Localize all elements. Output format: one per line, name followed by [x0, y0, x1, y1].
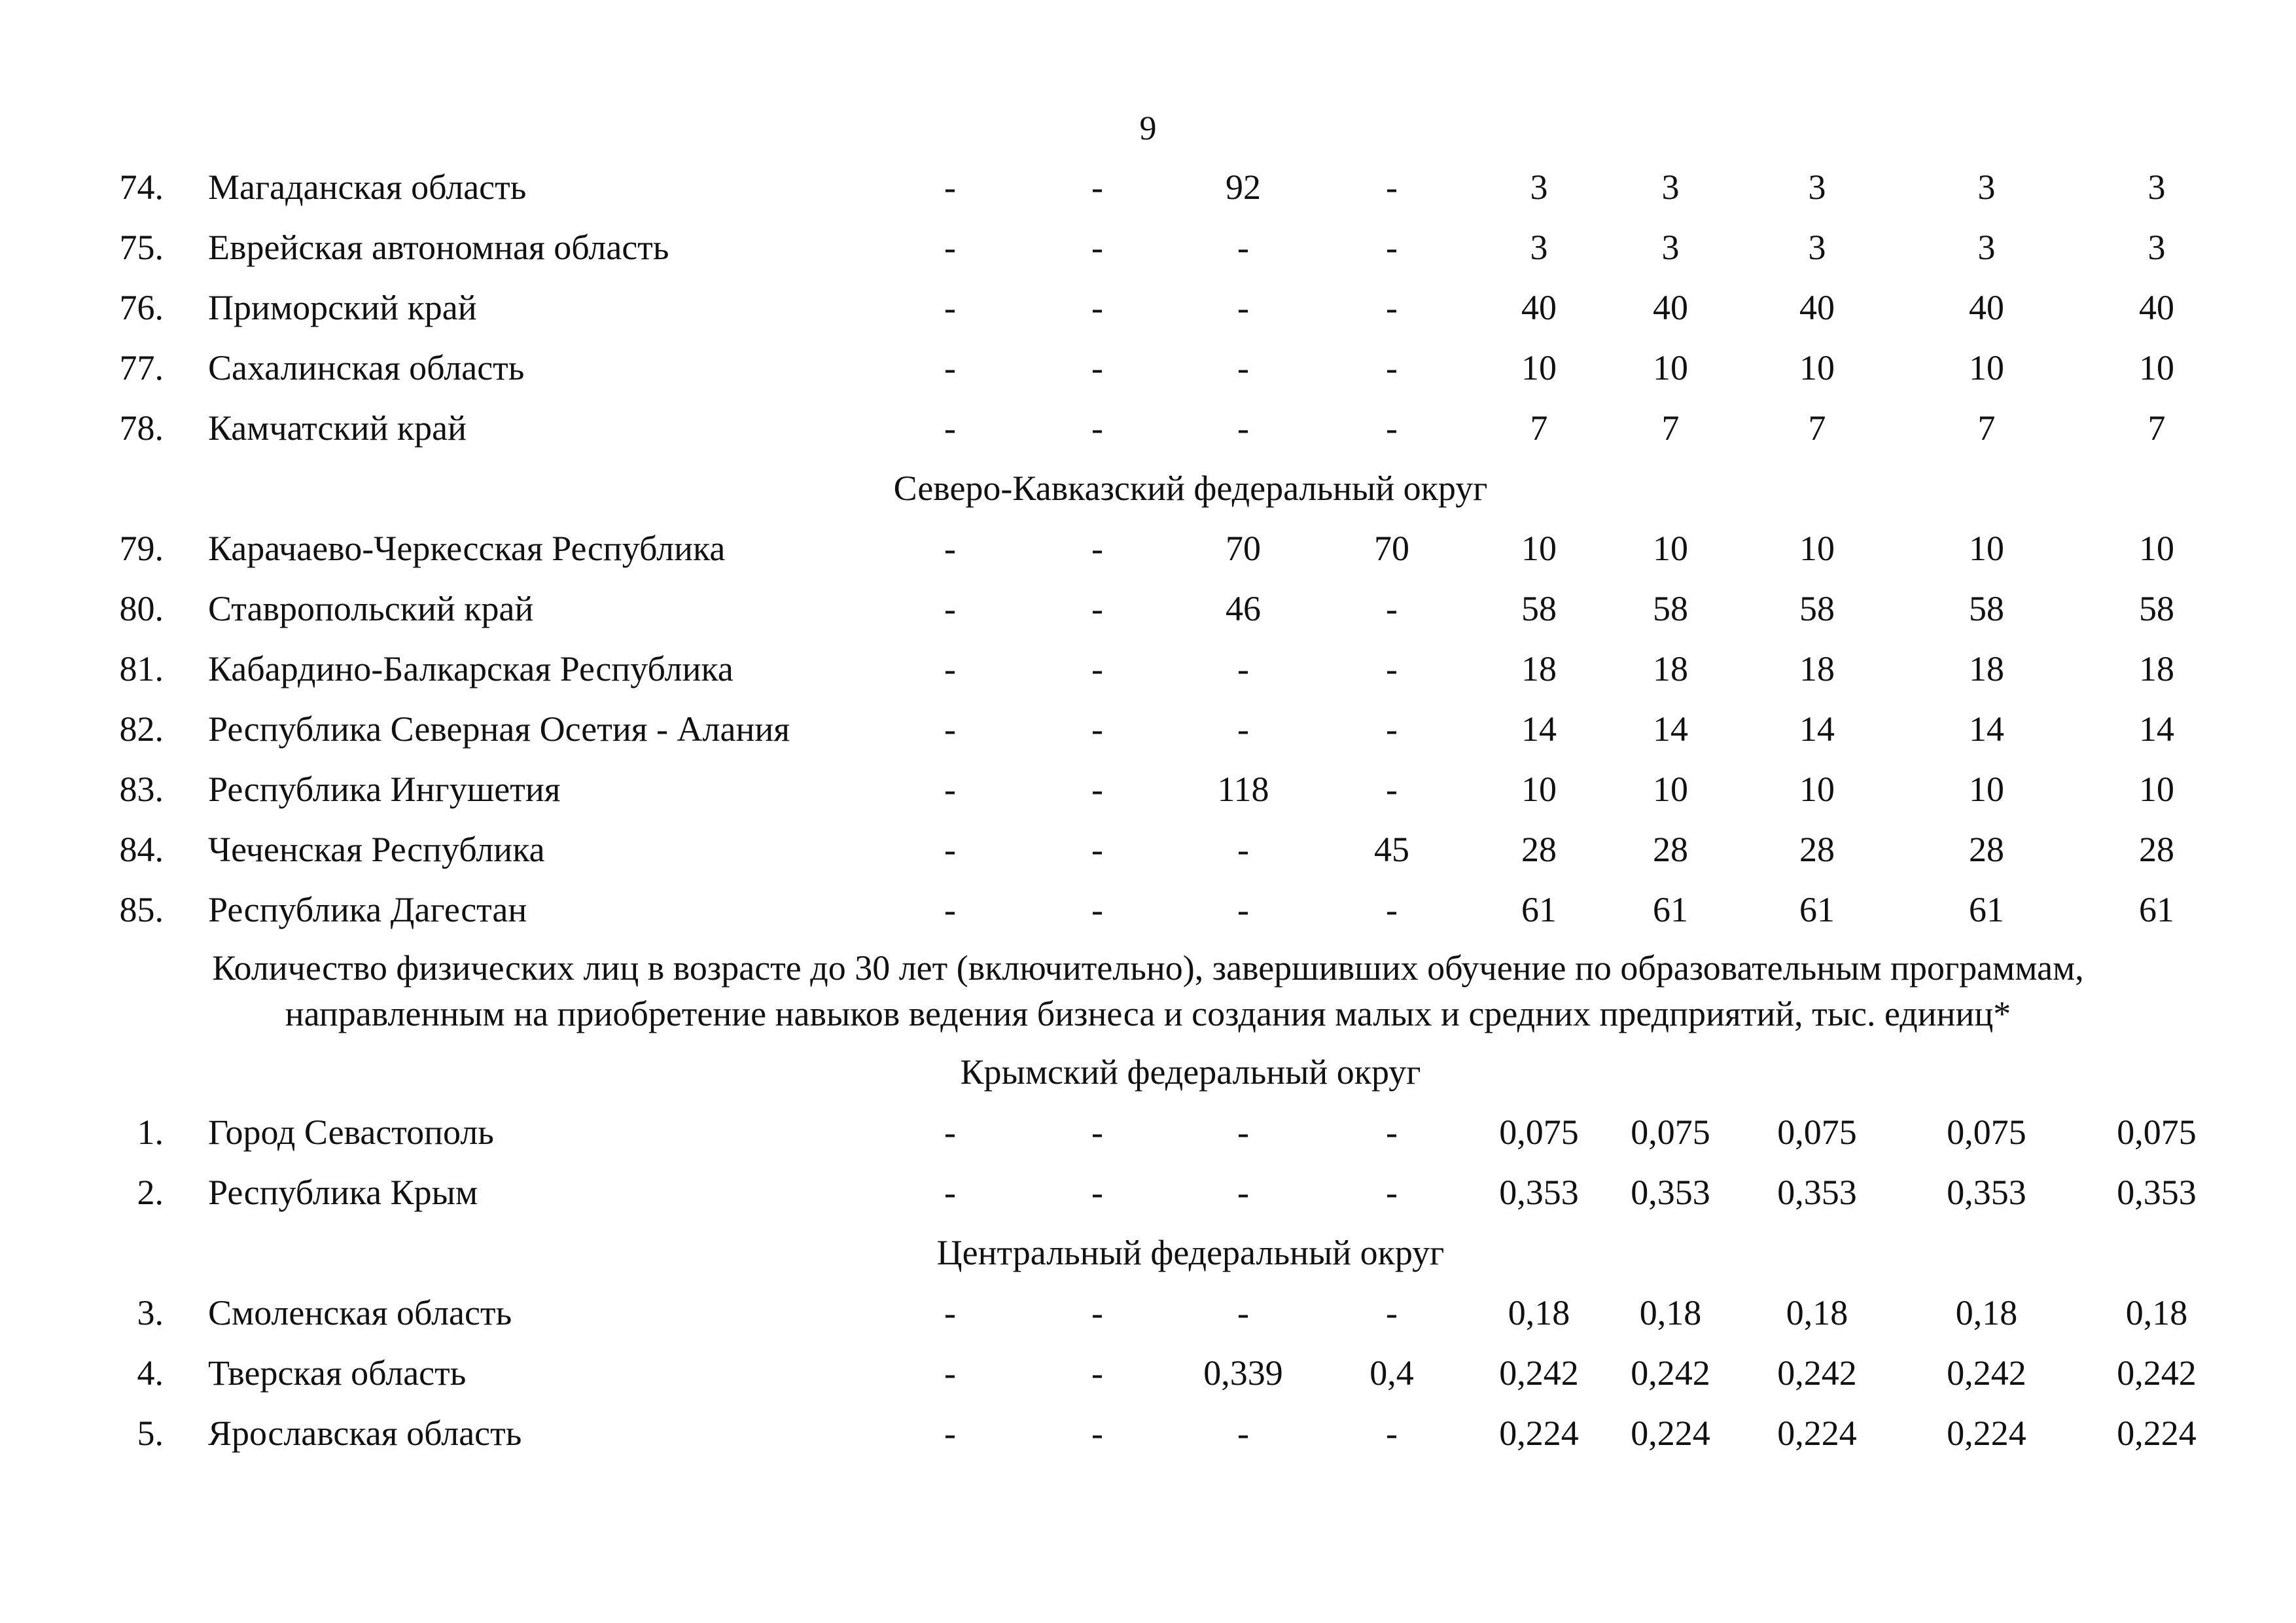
value-cell: - — [1386, 1113, 1398, 1152]
district-heading: Северо-Кавказский федеральный округ — [893, 469, 1488, 508]
value-cell: 10 — [2139, 529, 2174, 568]
value-cell: 0,242 — [1947, 1353, 2026, 1393]
value-cell: - — [944, 288, 956, 327]
value-cell: - — [944, 1113, 956, 1152]
value-cell: 7 — [1977, 408, 1996, 448]
value-cell: - — [1091, 1353, 1103, 1393]
value-cell: - — [1386, 770, 1398, 809]
region-name: Еврейская автономная область — [208, 228, 669, 267]
table-row — [0, 277, 2296, 338]
table-row — [0, 759, 2296, 819]
region-name: Сахалинская область — [208, 348, 525, 387]
value-cell: 58 — [2139, 589, 2174, 628]
value-cell: - — [1237, 1293, 1249, 1332]
table-row — [0, 398, 2296, 458]
value-cell: - — [1237, 1113, 1249, 1152]
value-cell: 61 — [1799, 890, 1835, 929]
value-cell: - — [944, 1353, 956, 1393]
value-cell: 58 — [1799, 589, 1835, 628]
value-cell: 0,353 — [2117, 1173, 2197, 1212]
region-name: Смоленская область — [208, 1293, 512, 1332]
value-cell: 0,18 — [1639, 1293, 1702, 1332]
value-cell: 118 — [1217, 770, 1269, 809]
value-cell: - — [1237, 288, 1249, 327]
value-cell: 0,242 — [2117, 1353, 2197, 1393]
value-cell: - — [944, 168, 956, 207]
region-name: Республика Северная Осетия - Алания — [208, 709, 790, 749]
value-cell: - — [944, 890, 956, 929]
table-group-crimea — [0, 1102, 2296, 1222]
value-cell: - — [1386, 1173, 1398, 1212]
row-number: 77. — [119, 348, 164, 387]
value-cell: 0,242 — [1499, 1353, 1579, 1393]
region-name: Республика Ингушетия — [208, 770, 561, 809]
value-cell: 58 — [1653, 589, 1688, 628]
value-cell: 0,18 — [2125, 1293, 2188, 1332]
value-cell: - — [1237, 348, 1249, 387]
value-cell: - — [1237, 890, 1249, 929]
value-cell: 40 — [1521, 288, 1557, 327]
value-cell: 3 — [1530, 168, 1548, 207]
value-cell: 10 — [2139, 348, 2174, 387]
value-cell: 28 — [1969, 830, 2004, 869]
value-cell: - — [1386, 408, 1398, 448]
value-cell: - — [1091, 589, 1103, 628]
row-number: 76. — [119, 288, 164, 327]
table-row — [0, 579, 2296, 639]
region-name: Город Севастополь — [208, 1113, 494, 1152]
table-row — [0, 518, 2296, 579]
value-cell: - — [1091, 1293, 1103, 1332]
value-cell: 0,075 — [1947, 1113, 2026, 1152]
value-cell: - — [1237, 228, 1249, 267]
value-cell: 61 — [1969, 890, 2004, 929]
table-group-central — [0, 1283, 2296, 1463]
value-cell: - — [944, 228, 956, 267]
value-cell: 10 — [1521, 770, 1557, 809]
value-cell: 61 — [1521, 890, 1557, 929]
value-cell: - — [1386, 228, 1398, 267]
value-cell: 0,242 — [1777, 1353, 1857, 1393]
value-cell: - — [1091, 348, 1103, 387]
value-cell: - — [1091, 1414, 1103, 1453]
row-number: 78. — [119, 408, 164, 448]
value-cell: 14 — [1799, 709, 1835, 749]
value-cell: 0,224 — [1631, 1414, 1710, 1453]
value-cell: 10 — [2139, 770, 2174, 809]
table-row — [0, 880, 2296, 940]
value-cell: - — [1091, 529, 1103, 568]
table-row — [0, 157, 2296, 217]
value-cell: 3 — [2147, 168, 2166, 207]
value-cell: - — [1237, 830, 1249, 869]
value-cell: 28 — [1521, 830, 1557, 869]
value-cell: 18 — [1799, 649, 1835, 688]
value-cell: 61 — [2139, 890, 2174, 929]
value-cell: 3 — [1977, 168, 1996, 207]
value-cell: 28 — [1653, 830, 1688, 869]
value-cell: 0,353 — [1947, 1173, 2026, 1212]
value-cell: 10 — [1969, 529, 2004, 568]
value-cell: 10 — [1799, 770, 1835, 809]
table-row — [0, 1162, 2296, 1222]
region-name: Тверская область — [208, 1353, 467, 1393]
region-name: Карачаево-Черкесская Республика — [208, 529, 726, 568]
region-name: Приморский край — [208, 288, 477, 327]
row-number: 82. — [119, 709, 164, 749]
value-cell: 7 — [1808, 408, 1826, 448]
row-number: 1. — [137, 1113, 164, 1152]
row-number: 5. — [137, 1414, 164, 1453]
table-row — [0, 639, 2296, 699]
region-name: Камчатский край — [208, 408, 467, 448]
value-cell: 0,075 — [1499, 1113, 1579, 1152]
value-cell: 40 — [1969, 288, 2004, 327]
value-cell: 3 — [1808, 228, 1826, 267]
value-cell: 0,4 — [1369, 1353, 1414, 1393]
row-number: 85. — [119, 890, 164, 929]
value-cell: 3 — [1661, 228, 1680, 267]
value-cell: - — [1091, 168, 1103, 207]
value-cell: 0,242 — [1631, 1353, 1710, 1393]
value-cell: 10 — [1653, 529, 1688, 568]
row-number: 80. — [119, 589, 164, 628]
value-cell: 0,18 — [1955, 1293, 2018, 1332]
value-cell: - — [1091, 890, 1103, 929]
region-name: Кабардино-Балкарская Республика — [208, 649, 733, 688]
value-cell: 14 — [1969, 709, 2004, 749]
value-cell: 58 — [1521, 589, 1557, 628]
row-number: 74. — [119, 168, 164, 207]
value-cell: - — [1091, 1113, 1103, 1152]
value-cell: 40 — [1799, 288, 1835, 327]
value-cell: 0,18 — [1786, 1293, 1848, 1332]
value-cell: 14 — [1521, 709, 1557, 749]
value-cell: 28 — [2139, 830, 2174, 869]
table-row — [0, 1403, 2296, 1463]
value-cell: - — [1386, 288, 1398, 327]
value-cell: 46 — [1226, 589, 1261, 628]
table-row — [0, 338, 2296, 398]
row-number: 3. — [137, 1293, 164, 1332]
value-cell: - — [1091, 228, 1103, 267]
value-cell: 18 — [2139, 649, 2174, 688]
district-heading: Крымский федеральный округ — [960, 1052, 1421, 1092]
value-cell: 7 — [1530, 408, 1548, 448]
row-number: 84. — [119, 830, 164, 869]
value-cell: 3 — [2147, 228, 2166, 267]
indicator-title — [0, 940, 2296, 1037]
value-cell: 0,353 — [1499, 1173, 1579, 1212]
value-cell: - — [1386, 709, 1398, 749]
value-cell: 40 — [2139, 288, 2174, 327]
value-cell: - — [944, 1173, 956, 1212]
table-group-north-caucasus — [0, 518, 2296, 940]
value-cell: - — [1386, 1293, 1398, 1332]
value-cell: 3 — [1530, 228, 1548, 267]
value-cell: 70 — [1226, 529, 1261, 568]
value-cell: 10 — [1653, 770, 1688, 809]
value-cell: 70 — [1374, 529, 1409, 568]
value-cell: 3 — [1808, 168, 1826, 207]
value-cell: - — [944, 1414, 956, 1453]
value-cell: 0,339 — [1203, 1353, 1283, 1393]
table-group-far-east — [0, 157, 2296, 458]
region-name: Республика Крым — [208, 1173, 478, 1212]
value-cell: - — [944, 709, 956, 749]
value-cell: 18 — [1969, 649, 2004, 688]
value-cell: 0,224 — [1777, 1414, 1857, 1453]
value-cell: 3 — [1661, 168, 1680, 207]
region-name: Чеченская Республика — [208, 830, 545, 869]
row-number: 2. — [137, 1173, 164, 1212]
value-cell: - — [944, 830, 956, 869]
region-name: Ярославская область — [208, 1414, 522, 1453]
value-cell: - — [1237, 408, 1249, 448]
indicator-title-line-2: направленным на приобретение навыков ведения бизнеса и создания малых и средних предприятий, тыс. единиц* — [285, 994, 2011, 1033]
value-cell: 3 — [1977, 228, 1996, 267]
value-cell: - — [1091, 408, 1103, 448]
value-cell: - — [944, 408, 956, 448]
value-cell: 0,18 — [1508, 1293, 1570, 1332]
value-cell: 0,075 — [1631, 1113, 1710, 1152]
value-cell: 0,224 — [1947, 1414, 2026, 1453]
value-cell: - — [1091, 830, 1103, 869]
row-number: 4. — [137, 1353, 164, 1393]
value-cell: 7 — [2147, 408, 2166, 448]
value-cell: 0,224 — [1499, 1414, 1579, 1453]
table-row — [0, 1102, 2296, 1162]
value-cell: 0,075 — [1777, 1113, 1857, 1152]
value-cell: 45 — [1374, 830, 1409, 869]
table-row — [0, 699, 2296, 759]
value-cell: 28 — [1799, 830, 1835, 869]
value-cell: - — [944, 649, 956, 688]
region-name: Магаданская область — [208, 168, 527, 207]
value-cell: 58 — [1969, 589, 2004, 628]
row-number: 81. — [119, 649, 164, 688]
value-cell: - — [944, 589, 956, 628]
table-row — [0, 1283, 2296, 1343]
value-cell: - — [1237, 1173, 1249, 1212]
row-number: 83. — [119, 770, 164, 809]
row-number: 75. — [119, 228, 164, 267]
value-cell: 10 — [1653, 348, 1688, 387]
region-name: Республика Дагестан — [208, 890, 527, 929]
value-cell: 92 — [1226, 168, 1261, 207]
value-cell: - — [944, 529, 956, 568]
value-cell: 0,353 — [1777, 1173, 1857, 1212]
value-cell: 14 — [2139, 709, 2174, 749]
table-row — [0, 819, 2296, 880]
value-cell: 0,353 — [1631, 1173, 1710, 1212]
district-heading: Центральный федеральный округ — [936, 1233, 1445, 1272]
value-cell: - — [1091, 770, 1103, 809]
value-cell: - — [1386, 348, 1398, 387]
value-cell: 10 — [1521, 348, 1557, 387]
value-cell: - — [1386, 649, 1398, 688]
value-cell: - — [944, 1293, 956, 1332]
table-row — [0, 1343, 2296, 1403]
value-cell: 61 — [1653, 890, 1688, 929]
document-body — [0, 157, 2296, 1463]
value-cell: - — [944, 348, 956, 387]
value-cell: 10 — [1799, 529, 1835, 568]
value-cell: 7 — [1661, 408, 1680, 448]
value-cell: - — [1237, 1414, 1249, 1453]
row-number: 79. — [119, 529, 164, 568]
value-cell: - — [944, 770, 956, 809]
value-cell: 10 — [1969, 348, 2004, 387]
value-cell: - — [1237, 649, 1249, 688]
region-name: Ставропольский край — [208, 589, 534, 628]
value-cell: 40 — [1653, 288, 1688, 327]
value-cell: - — [1386, 1414, 1398, 1453]
value-cell: - — [1386, 168, 1398, 207]
value-cell: 14 — [1653, 709, 1688, 749]
value-cell: - — [1091, 649, 1103, 688]
value-cell: 18 — [1653, 649, 1688, 688]
table-row — [0, 217, 2296, 277]
value-cell: - — [1091, 1173, 1103, 1212]
value-cell: - — [1237, 709, 1249, 749]
value-cell: 0,224 — [2117, 1414, 2197, 1453]
value-cell: 10 — [1799, 348, 1835, 387]
value-cell: - — [1091, 709, 1103, 749]
value-cell: 18 — [1521, 649, 1557, 688]
indicator-title-line-1: Количество физических лиц в возрасте до 30 лет (включительно), завершивших обучение по образовательным программам, — [212, 948, 2084, 988]
page-number: 9 — [1139, 110, 1157, 147]
value-cell: - — [1386, 589, 1398, 628]
value-cell: 10 — [1969, 770, 2004, 809]
value-cell: - — [1386, 890, 1398, 929]
value-cell: 10 — [1521, 529, 1557, 568]
value-cell: 0,075 — [2117, 1113, 2197, 1152]
value-cell: - — [1091, 288, 1103, 327]
